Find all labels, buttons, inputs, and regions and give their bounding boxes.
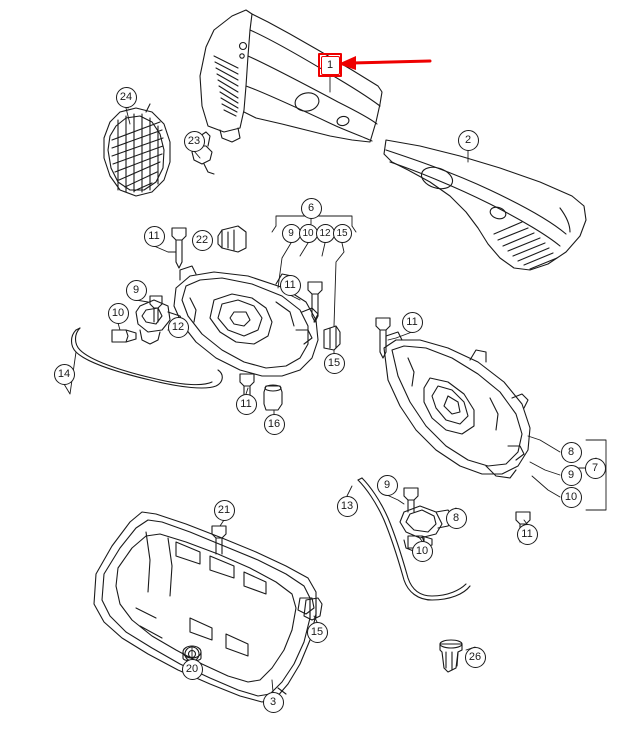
callout-7[interactable]: 7 — [585, 458, 606, 479]
part-10-pin-left — [112, 330, 136, 342]
callout-12-left[interactable]: 12 — [168, 317, 189, 338]
callout-26[interactable]: 26 — [465, 647, 486, 668]
callout-14[interactable]: 14 — [54, 364, 75, 385]
part-24-mesh-grille — [104, 100, 170, 196]
callout-10-centre[interactable]: 10 — [412, 541, 433, 562]
callout-2[interactable]: 2 — [458, 130, 479, 151]
part-16-sleeve — [264, 385, 282, 410]
callout-11-d[interactable]: 11 — [402, 312, 423, 333]
callout-8-centre[interactable]: 8 — [446, 508, 467, 529]
callout-1[interactable]: 1 — [321, 56, 340, 75]
callout-24[interactable]: 24 — [116, 87, 137, 108]
callout-6[interactable]: 6 — [301, 198, 322, 219]
callout-9-centre[interactable]: 9 — [377, 475, 398, 496]
callout-9-left[interactable]: 9 — [126, 280, 147, 301]
part-26-rivet — [440, 640, 462, 672]
callout-21[interactable]: 21 — [214, 500, 235, 521]
callout-9-group[interactable]: 9 — [282, 224, 301, 243]
callout-11-c[interactable]: 11 — [236, 394, 257, 415]
callout-23[interactable]: 23 — [184, 131, 205, 152]
part-11-bolt-b — [308, 282, 322, 322]
callout-10-right[interactable]: 10 — [561, 487, 582, 508]
part-3-bulkhead-panel — [94, 512, 316, 702]
callout-15-group[interactable]: 15 — [333, 224, 352, 243]
callout-12-group[interactable]: 12 — [316, 224, 335, 243]
part-11-bolt-d — [376, 318, 390, 358]
callout-11-a[interactable]: 11 — [144, 226, 165, 247]
part-9-bolt-centre — [404, 488, 418, 512]
callout-9-right[interactable]: 9 — [561, 465, 582, 486]
part-14-hose-left — [72, 328, 223, 388]
callout-13[interactable]: 13 — [337, 496, 358, 517]
part-11-bolt-a — [172, 228, 186, 268]
callout-20[interactable]: 20 — [182, 659, 203, 680]
part-22-clamp — [218, 226, 246, 252]
callout-16[interactable]: 16 — [264, 414, 285, 435]
callout-8-right[interactable]: 8 — [561, 442, 582, 463]
callout-22[interactable]: 22 — [192, 230, 213, 251]
part-13-hose-right — [358, 478, 470, 600]
part-1-cowl-panel — [200, 10, 382, 142]
callout-10-group[interactable]: 10 — [299, 224, 318, 243]
highlight-arrow — [338, 56, 430, 70]
part-7-plenum-right — [384, 332, 530, 478]
part-21-screw — [212, 526, 226, 554]
part-2-cowl-cover — [384, 140, 586, 270]
callout-10-left[interactable]: 10 — [108, 303, 129, 324]
callout-15-a[interactable]: 15 — [324, 353, 345, 374]
part-15-clip-a — [324, 326, 340, 350]
callout-3[interactable]: 3 — [263, 692, 284, 713]
callout-11-e[interactable]: 11 — [517, 524, 538, 545]
callout-11-b[interactable]: 11 — [280, 275, 301, 296]
callout-15-b[interactable]: 15 — [307, 622, 328, 643]
